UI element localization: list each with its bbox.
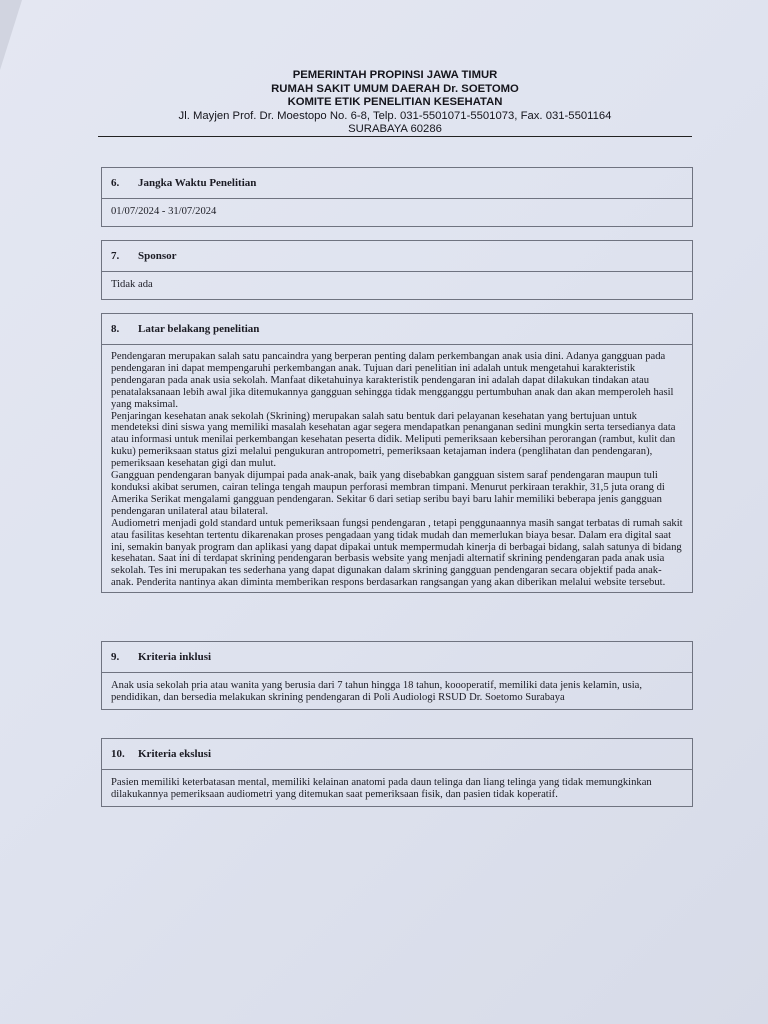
letterhead xyxy=(100,69,690,137)
section-heading xyxy=(102,314,692,345)
header-line-address: Jl. Mayjen Prof. Dr. Moestopo No. 6-8, Telp. 031-5501071-5501073, Fax. 031-5501164 xyxy=(178,109,612,122)
section-heading xyxy=(102,739,692,770)
section-title: Kriteria inklusi xyxy=(138,651,212,663)
section-number: 8. xyxy=(111,323,120,335)
page-corner-fold xyxy=(0,0,22,70)
section-inclusion-criteria xyxy=(101,641,693,710)
section-research-period xyxy=(101,167,693,227)
section-exclusion-criteria xyxy=(101,738,693,807)
section-number: 6. xyxy=(111,177,120,189)
background-paragraph: Pendengaran merupakan salah satu pancaindra yang berperan penting dalam perkembangan anak usia dini. Adanya gangguan pada pendengaran ini dapat mempengaruhi perkembangan anak. Tujuan dari penelitian ini adalah untuk mengetahui karakteristik pendengaran pada anak usia sekolah. Manfaat diketahuinya karakteristik pendengaran ini adalah dapat dilakukan tindakan atau penatalaksanaan lebih awal jika ditemukannya gangguan sehingga tidak mengganggu pertumbuhan anak dan akan memperoleh hasil yang maksimal. xyxy=(111,351,674,410)
section-content xyxy=(102,345,692,592)
section-title: Sponsor xyxy=(138,250,177,262)
section-title: Kriteria ekslusi xyxy=(138,748,212,760)
section-number: 7. xyxy=(111,250,120,262)
header-line-committee: KOMITE ETIK PENELITIAN KESEHATAN xyxy=(287,96,503,109)
header-divider xyxy=(98,136,692,137)
section-heading xyxy=(102,168,692,199)
section-number: 9. xyxy=(111,651,120,663)
background-paragraph: Audiometri menjadi gold standard untuk pemeriksaan fungsi pendengaran , tetapi penggunaannya masih sangat terbatas di rumah sakit atau fasilitas kesehtan tertentu dikarenakan proses pengadaan yang tidak mudah dan memerlukan biaya besar. Dalam era digital saat ini, semakin banyak program dan aplikasi yang dapat dipakai untuk mempermudah kinerja di berbagai bidang, salah satunya di bidang kesehatan. Saat ini di terdapat skrining pendengaran berbasis website yang menjadi alternatif skrining pendengaran pada anak usia sekolah. Tes ini merupakan tes sederhana yang dapat digunakan dalam skrining gangguan pendengaran secara objektif pada anak-anak. Penderita nantinya akan diminta memberikan respons berdasarkan rangsangan yang akan diberikan melalui website tersebut. xyxy=(111,517,683,589)
header-line-city: SURABAYA 60286 xyxy=(348,123,442,136)
section-number: 10. xyxy=(111,748,125,760)
section-title: Jangka Waktu Penelitian xyxy=(138,177,257,189)
section-heading xyxy=(102,642,692,673)
header-line-province: PEMERINTAH PROPINSI JAWA TIMUR xyxy=(292,69,498,81)
section-background xyxy=(101,313,693,593)
section-content: 01/07/2024 - 31/07/2024 xyxy=(111,206,217,217)
section-content: Pasien memiliki keterbatasan mental, memiliki kelainan anatomi pada daun telinga dan liang telinga yang tidak memungkinkan dilakukannya pemeriksaan audiometri yang ditemukan saat pemeriksaan fisik, dan pasien tidak koperatif. xyxy=(111,777,652,800)
header-line-hospital: RUMAH SAKIT UMUM DAERAH Dr. SOETOMO xyxy=(271,82,519,95)
section-sponsor xyxy=(101,240,693,300)
background-paragraph: Penjaringan kesehatan anak sekolah (Skrining) merupakan salah satu bentuk dari pelayanan kesehatan yang bertujuan untuk mendeteksi dini siswa yang memiliki masalah kesehatan agar segera mendapatkan penanganan sedini mungkin serta tersedianya data atau informasi untuk menilai perkembangan kesehatan peserta didik. Meliputi pemeriksaan kebersihan perorangan (rambut, kulit dan kuku) pemeriksaan status gizi melalui pengukuran antropometri, pemeriksaan ketajaman indera (penglihatan dan pendengaran), pemeriksaan kesehatan gigi dan mulut. xyxy=(111,410,676,470)
section-content: Anak usia sekolah pria atau wanita yang berusia dari 7 tahun hingga 18 tahun, koooperatif, memiliki data jenis kelamin, usia, pendidikan, dan bersedia melakukan skrining pendengaran di Poli Audiologi RSUD Dr. Soetomo Surabaya xyxy=(111,680,643,703)
section-title: Latar belakang penelitian xyxy=(138,323,260,335)
background-paragraph: Gangguan pendengaran banyak dijumpai pada anak-anak, baik yang disebabkan gangguan sistem saraf pendengaran maupun tuli konduksi akibat serumen, cairan telinga tengah maupun perforasi membran timpani. Menurut perkiraan terakhir, 31,5 juta orang di Amerika Serikat mengalami gangguan pendengaran. Sekitar 6 dari setiap seribu bayi baru lahir memiliki beberapa jenis gangguan pendengaran unilateral atau bilateral. xyxy=(111,470,665,517)
section-content: Tidak ada xyxy=(111,279,153,290)
section-heading xyxy=(102,241,692,272)
